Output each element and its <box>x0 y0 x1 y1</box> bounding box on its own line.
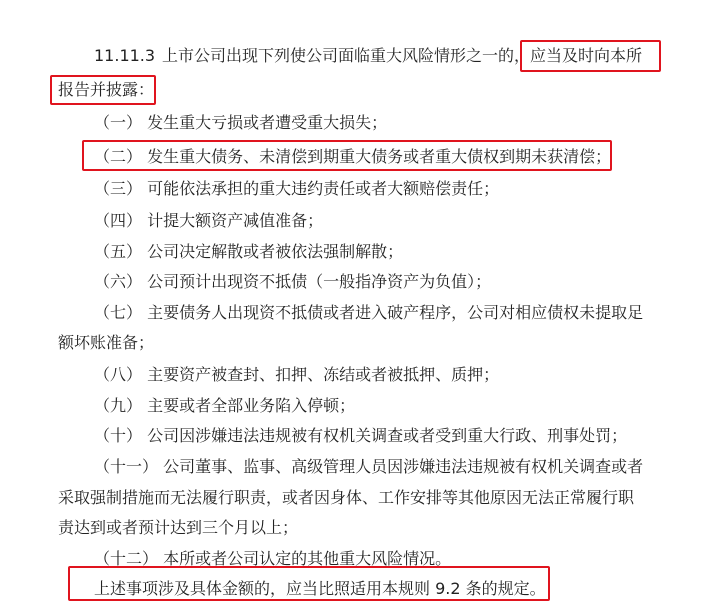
highlight-box-item-2 <box>82 140 612 171</box>
list-item: （十二） 本所或者公司认定的其他重大风险情况。 <box>94 549 452 568</box>
clause-number: 11.11.3 <box>94 46 156 65</box>
highlight-box-closing <box>68 566 550 601</box>
list-item: （十） 公司因涉嫌违法违规被有权机关调查或者受到重大行政、刑事处罚； <box>94 426 628 445</box>
clause-intro-highlighted-text: 应当及时向本所 <box>530 46 643 65</box>
list-item: （八） 主要资产被查封、扣押、冻结或者被抵押、质押； <box>94 365 500 384</box>
list-item: （十一） 公司董事、监事、高级管理人员因涉嫌违法违规被有权机关调查或者 <box>94 457 644 476</box>
list-item: （五） 公司决定解散或者被依法强制解散； <box>94 242 404 261</box>
list-item: （七） 主要债务人出现资不抵债或者进入破产程序，公司对相应债权未提取足 <box>94 303 644 322</box>
highlight-box-intro-end <box>520 40 661 72</box>
clause-intro-continuation: 报告并披露： <box>58 80 155 99</box>
list-item-continuation: 额坏账准备； <box>58 333 155 352</box>
list-item: （六） 公司预计出现资不抵债（一般指净资产为负值）； <box>94 272 492 291</box>
list-item: （三） 可能依法承担的重大违约责任或者大额赔偿责任； <box>94 179 500 198</box>
list-item: （四） 计提大额资产减值准备； <box>94 211 324 230</box>
highlight-box-intro-continuation <box>50 75 156 105</box>
closing-note: 上述事项涉及具体金额的，应当比照适用本规则 9.2 条的规定。 <box>94 579 546 598</box>
list-item: （一） 发生重大亏损或者遭受重大损失； <box>94 113 388 132</box>
list-item-continuation: 采取强制措施而无法履行职责，或者因身体、工作安排等其他原因无法正常履行职 <box>58 488 635 507</box>
list-item: （九） 主要或者全部业务陷入停顿； <box>94 396 356 415</box>
list-item: （二） 发生重大债务、未清偿到期重大债务或者重大债权到期未获清偿； <box>94 147 612 166</box>
clause-intro-text: 上市公司出现下列使公司面临重大风险情形之一的， <box>162 46 531 65</box>
list-item-continuation: 责达到或者预计达到三个月以上； <box>58 518 299 537</box>
